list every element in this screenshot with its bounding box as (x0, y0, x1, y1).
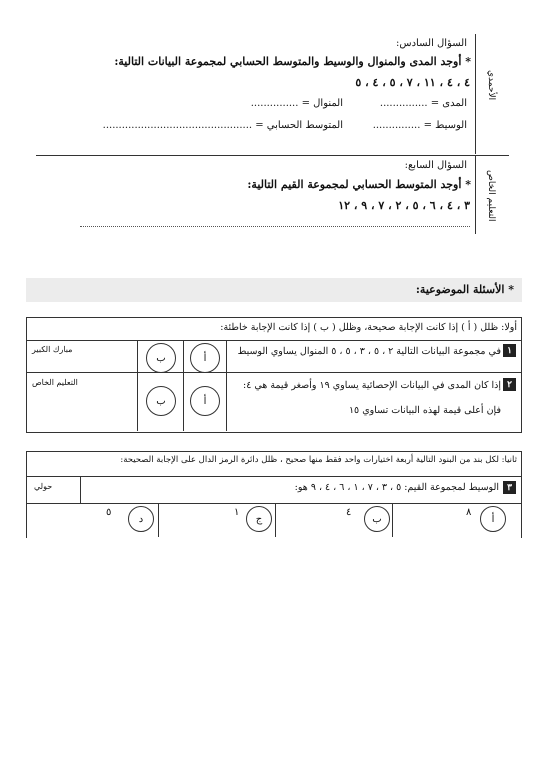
q7-title: السؤال السابع: (404, 160, 467, 171)
q3-option-d[interactable]: د (128, 506, 154, 532)
q7-data-values: ٣ ، ٤ ، ٦ ، ٥ ، ٢ ، ٧ ، ٩ ، ١٢ (338, 199, 470, 212)
q6-instruction: * أوجد المدى والمنوال والوسيط والمتوسط الحسابي لمجموعة البيانات التالية: (114, 55, 471, 68)
q6-q7-separator (36, 155, 509, 156)
q3-number: ٣ (503, 481, 516, 494)
row1-source: مبارك الكبير (32, 345, 73, 354)
q3-option-b-value: ٤ (346, 507, 352, 518)
section1-header: أولا: ظلل ( أ ) إذا كانت الإجابة صحيحة، وظلل ( ب ) إذا كانت الإجابة خاطئة: (220, 322, 517, 333)
row2-number: ٢ (503, 378, 516, 391)
col-divider-b (137, 341, 138, 431)
q7-instruction: * أوجد المتوسط الحسابي لمجموعة القيم التالية: (247, 178, 471, 191)
opt-divider-3 (158, 504, 159, 537)
objective-header-bar (26, 278, 522, 302)
row2-source: التعليم الخاص (32, 378, 78, 387)
section2-header: ثانيا: لكل بند من البنود التالية أربعة اختيارات واحد فقط منها صحيح ، ظلل دائرة الرمز الدال على الإجابة الصحيحة: (120, 455, 517, 465)
q3-option-c[interactable]: ج (246, 506, 272, 532)
q3-source: حولي (34, 482, 53, 491)
objective-title: * الأسئلة الموضوعية: (415, 283, 514, 296)
q3-option-b[interactable]: ب (364, 506, 390, 532)
q6-data-values: ٤ ، ٤ ، ١١ ، ٧ ، ٥ ، ٤ ، ٥ (355, 76, 470, 89)
row2-statement: إذا كان المدى في البيانات الإحصائية يساوي ١٩ وأصغر قيمة هي ٤: (243, 380, 501, 391)
q7-side-divider (475, 156, 476, 234)
q3-option-d-value: ٥ (106, 507, 112, 518)
q6-title: السؤال السادس: (396, 38, 467, 49)
q3-option-a-value: ٨ (466, 507, 472, 518)
col-divider-a (183, 341, 184, 431)
section1-header-rule (26, 340, 521, 341)
row2-option-b[interactable]: ب (146, 386, 176, 416)
q3-question: الوسيط لمجموعة القيم: ٥ ، ٣ ، ٧ ، ١ ، ٦ ، ٤ ، ٩ هو: (294, 482, 499, 493)
q3-option-a[interactable]: أ (480, 506, 506, 532)
q7-answer-line (80, 226, 470, 227)
row1-number: ١ (503, 344, 516, 357)
q3-options-top-rule (26, 503, 521, 504)
q6-range: المدى = ............... (379, 98, 467, 109)
q6-side-label: الأحمدي (486, 70, 496, 101)
opt-divider-2 (275, 504, 276, 537)
row2-option-a[interactable]: أ (190, 386, 220, 416)
row1-bottom-rule (26, 372, 521, 373)
q6-median: الوسيط = ............... (372, 120, 467, 131)
opt-divider-1 (392, 504, 393, 537)
q6-mean: المتوسط الحسابي = ............................................... (102, 120, 343, 131)
q3-source-divider (80, 477, 81, 503)
q6-side-divider (475, 34, 476, 154)
row1-statement: في مجموعة البيانات التالية ٢ ، ٥ ، ٣ ، ٥ ، ٥ المنوال يساوي الوسيط (237, 346, 501, 357)
row1-option-a[interactable]: أ (190, 343, 220, 373)
row1-option-b[interactable]: ب (146, 343, 176, 373)
q7-side-label: التعليم الخاص (486, 170, 496, 222)
q3-option-c-value: ١ (234, 507, 240, 518)
row2-statement-cont: فإن أعلى قيمة لهذه البيانات تساوي ١٥ (348, 405, 501, 416)
q6-mode: المنوال = ............... (250, 98, 343, 109)
section2-header-rule (26, 476, 521, 477)
